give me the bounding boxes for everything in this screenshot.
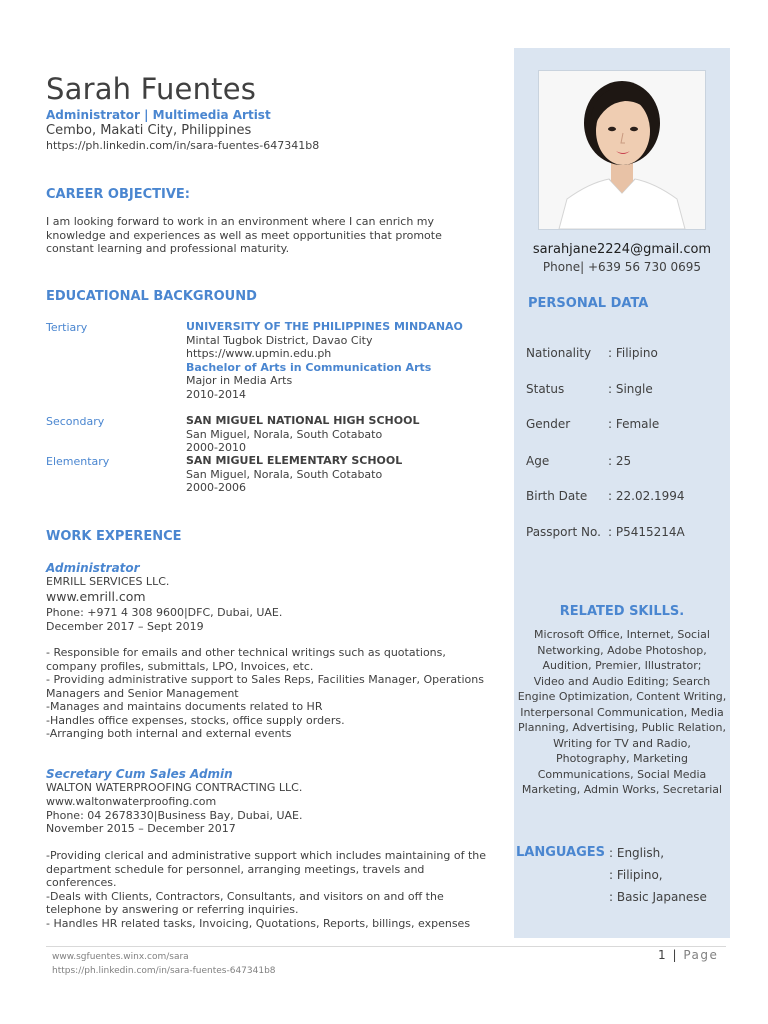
tertiary-years: 2010-2014 — [186, 387, 246, 401]
duty-line: -Handles office expenses, stocks, office supply orders. — [46, 713, 345, 727]
career-objective-heading: CAREER OBJECTIVE: — [46, 187, 190, 202]
duty-line: - Providing administrative support to Sales Reps, Facilities Manager, Operations — [46, 673, 484, 686]
contact-phone: Phone| +639 56 730 0695 — [542, 260, 702, 274]
profile-photo-image — [539, 71, 705, 229]
page-separator: | — [672, 948, 679, 962]
skills-line: Audition, Premier, Illustrator; — [542, 659, 702, 672]
footer-divider — [46, 946, 726, 947]
education-heading: EDUCATIONAL BACKGROUND — [46, 289, 257, 304]
secondary-address: San Miguel, Norala, South Cotabato — [186, 427, 383, 441]
skills-line: Microsoft Office, Internet, Social — [534, 628, 710, 641]
job1-title: Administrator — [46, 561, 140, 575]
job2-duties — [46, 849, 486, 930]
skills-line: Communications, Social Media — [537, 767, 707, 781]
related-skills-list — [514, 627, 730, 798]
birth-date-label: Birth Date — [526, 489, 588, 503]
candidate-location: Cembo, Makati City, Philippines — [46, 123, 252, 138]
language-filipino: : Filipino, — [609, 868, 663, 882]
tertiary-details — [186, 320, 496, 401]
tertiary-degree: Bachelor of Arts in Communication Arts — [186, 360, 432, 374]
skills-line: Interpersonal Communication, Media — [520, 705, 724, 719]
nationality-label: Nationality — [526, 346, 592, 360]
elementary-years: 2000-2006 — [186, 481, 246, 494]
candidate-name: Sarah Fuentes — [46, 72, 257, 106]
elementary-label: Elementary — [46, 455, 110, 468]
objective-line: knowledge and experiences as well as meet opportunities that promote — [46, 228, 442, 242]
language-english: : English, — [609, 846, 665, 860]
status-value: : Single — [608, 382, 653, 396]
secondary-details — [186, 414, 496, 455]
duty-line: Managers and Senior Management — [46, 686, 239, 700]
related-skills-heading: RELATED SKILLS. — [559, 604, 685, 619]
job2-title: Secretary Cum Sales Admin — [46, 767, 233, 781]
tertiary-address: Mintal Tugbok District, Davao City — [186, 333, 373, 347]
job1-company: EMRILL SERVICES LLC. — [46, 575, 170, 588]
duty-line: company profiles, submittals, LPO, Invoices, etc. — [46, 659, 314, 673]
elementary-school: SAN MIGUEL ELEMENTARY SCHOOL — [186, 454, 403, 467]
duty-line: conferences. — [46, 876, 117, 889]
footer-linkedin[interactable]: https://ph.linkedin.com/in/sara-fuentes-647341b8 — [52, 966, 276, 976]
languages-heading: LANGUAGES — [516, 845, 606, 860]
job2-website[interactable]: www.waltonwaterproofing.com — [46, 795, 217, 808]
duty-line: -Deals with Clients, Contractors, Consultants, and visitors on and off the — [46, 889, 444, 903]
gender-value: : Female — [608, 417, 660, 431]
job2-phone: Phone: 04 2678330|Business Bay, Dubai, UAE. — [46, 809, 303, 822]
tertiary-url[interactable]: https://www.upmin.edu.ph — [186, 347, 332, 360]
job1-website[interactable]: www.emrill.com — [46, 589, 146, 604]
duty-line: -Manages and maintains documents related to HR — [46, 700, 323, 713]
skills-line: Writing for TV and Radio, — [553, 736, 691, 750]
passport-value: : P5415214A — [608, 525, 685, 539]
secondary-school: SAN MIGUEL NATIONAL HIGH SCHOOL — [186, 414, 420, 427]
job2-company: WALTON WATERPROOFING CONTRACTING LLC. — [46, 781, 303, 794]
job1-dates: December 2017 – Sept 2019 — [46, 620, 204, 633]
tertiary-school: UNIVERSITY OF THE PHILIPPINES MINDANAO — [186, 320, 463, 333]
duty-line: - Responsible for emails and other technical writings such as quotations, — [46, 646, 446, 659]
linkedin-link[interactable]: https://ph.linkedin.com/in/sara-fuentes-647341b8 — [46, 139, 320, 152]
birth-date-value: : 22.02.1994 — [608, 489, 685, 503]
age-value: : 25 — [608, 454, 632, 468]
secondary-label: Secondary — [46, 415, 105, 428]
age-label: Age — [526, 454, 550, 468]
gender-label: Gender — [526, 417, 571, 431]
work-experience-heading: WORK EXPERENCE — [46, 529, 182, 544]
language-japanese: : Basic Japanese — [609, 890, 707, 904]
skills-line: Engine Optimization, Content Writing, — [517, 690, 727, 703]
page-label: Page — [683, 948, 719, 962]
elementary-address: San Miguel, Norala, South Cotabato — [186, 467, 383, 481]
nationality-value: : Filipino — [608, 346, 658, 360]
elementary-details — [186, 454, 496, 495]
footer-website[interactable]: www.sgfuentes.winx.com/sara — [52, 952, 189, 962]
objective-line: I am looking forward to work in an environment where I can enrich my — [46, 215, 435, 228]
objective-line: constant learning and professional maturity. — [46, 242, 290, 255]
duty-line: telephone by answering or referring inquiries. — [46, 903, 299, 916]
personal-data-heading: PERSONAL DATA — [528, 296, 649, 311]
skills-line: Marketing, Admin Works, Secretarial — [521, 783, 723, 796]
duty-line: department schedule for personnel, arranging meetings, travels and — [46, 862, 425, 876]
duty-line: -Providing clerical and administrative support which includes maintaining of the — [46, 849, 487, 862]
skills-line: Video and Audio Editing; Search — [533, 674, 711, 688]
job1-phone: Phone: +971 4 308 9600|DFC, Dubai, UAE. — [46, 606, 283, 619]
candidate-title: Administrator | Multimedia Artist — [46, 108, 271, 122]
job2-dates: November 2015 – December 2017 — [46, 822, 236, 835]
skills-line: Networking, Adobe Photoshop, — [537, 643, 707, 657]
career-objective-text — [46, 215, 442, 256]
duty-line: - Handles HR related tasks, Invoicing, Quotations, Reports, billings, expenses — [46, 916, 471, 930]
page-number-value: 1 — [658, 948, 668, 962]
tertiary-label: Tertiary — [46, 321, 88, 334]
skills-line: Planning, Advertising, Public Relation, — [518, 721, 726, 734]
page-number — [658, 948, 718, 962]
tertiary-major: Major in Media Arts — [186, 374, 293, 387]
profile-photo — [538, 70, 706, 230]
skills-line: Photography, Marketing — [556, 752, 688, 765]
status-label: Status — [526, 382, 565, 396]
passport-label: Passport No. — [526, 525, 601, 539]
secondary-years: 2000-2010 — [186, 441, 246, 454]
job1-duties — [46, 646, 484, 741]
duty-line: -Arranging both internal and external events — [46, 727, 292, 740]
contact-email[interactable]: sarahjane2224@gmail.com — [532, 242, 712, 257]
